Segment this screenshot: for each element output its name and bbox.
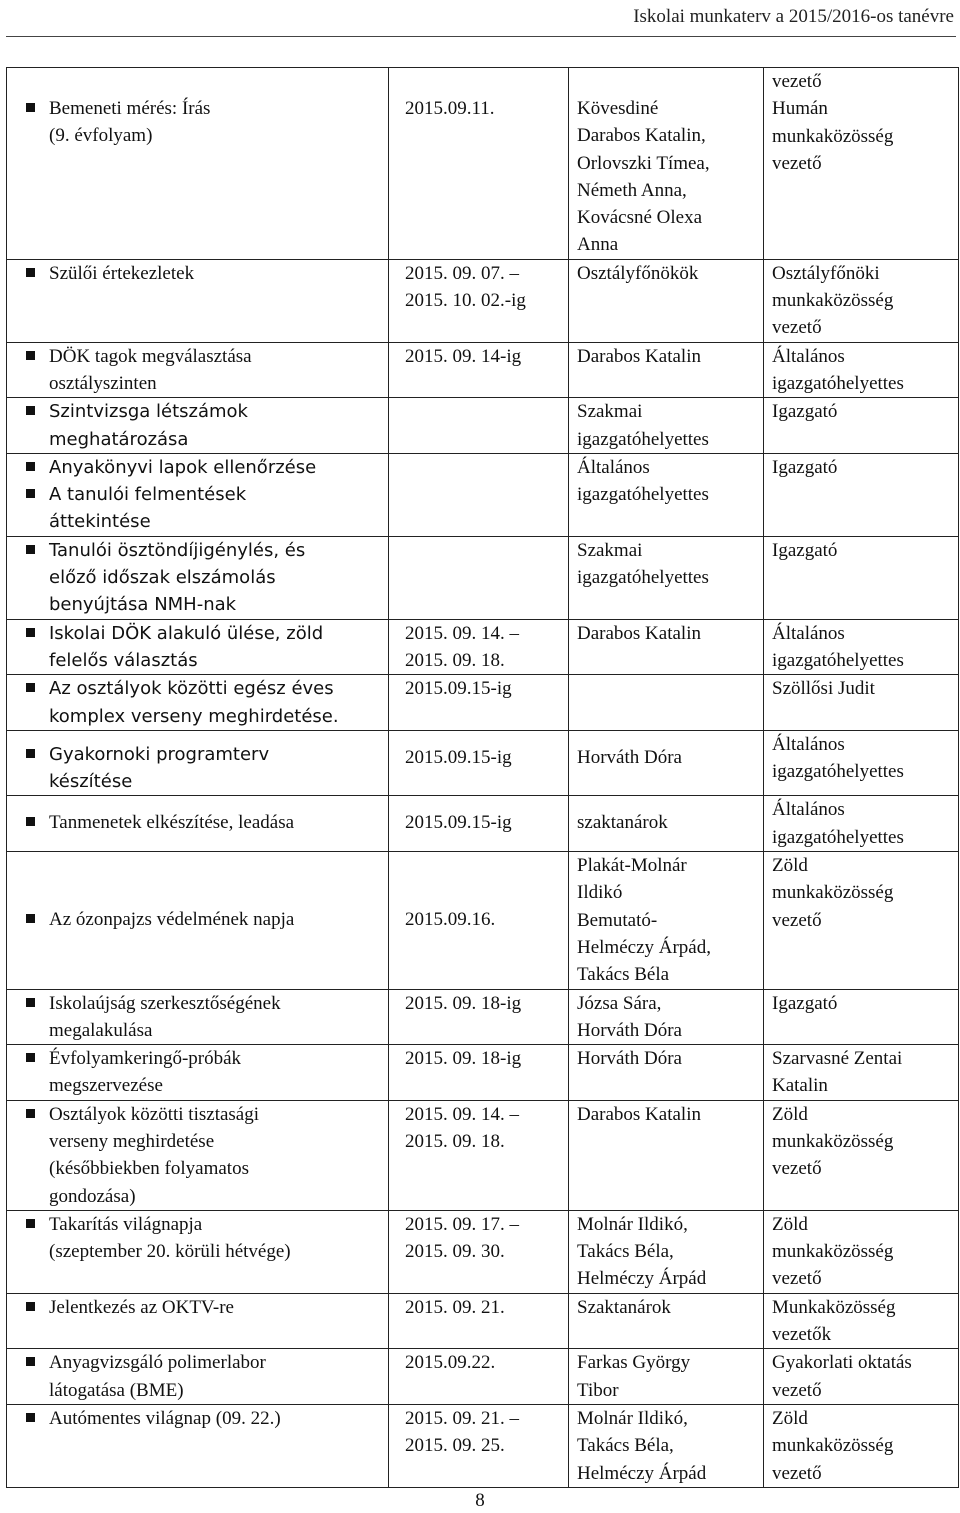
supervisor-cell-line: munkaközösség bbox=[772, 125, 894, 147]
activity-text: meghatározása bbox=[49, 428, 189, 450]
table-row bbox=[7, 1045, 959, 1101]
activity-line bbox=[13, 260, 382, 287]
table-row bbox=[7, 342, 959, 398]
responsible-person-cell-line: Horváth Dóra bbox=[577, 746, 682, 768]
table-row bbox=[7, 1404, 959, 1487]
supervisor-cell bbox=[764, 796, 959, 852]
activity-text: (szeptember 20. körüli hétvége) bbox=[49, 1241, 291, 1263]
table-row bbox=[7, 989, 959, 1045]
activity-line bbox=[13, 454, 382, 481]
responsible-person-cell-line: Osztályfőnökök bbox=[577, 262, 699, 284]
activity-text: Gyakornoki programterv bbox=[49, 743, 270, 765]
responsible-person-cell-line: Helméczy Árpád bbox=[577, 1268, 707, 1290]
activity-line bbox=[13, 1017, 382, 1044]
responsible-person-cell-line: igazgatóhelyettes bbox=[577, 567, 709, 589]
activity-cell bbox=[7, 1293, 389, 1349]
supervisor-cell-line: Általános bbox=[772, 345, 845, 367]
activity-text: Jelentkezés az OKTV-re bbox=[49, 1296, 234, 1318]
responsible-person-cell-line: Anna bbox=[577, 234, 619, 256]
date-cell bbox=[389, 453, 569, 536]
date-cell-line: 2015. 09. 17. – bbox=[405, 1213, 519, 1235]
supervisor-cell-line: munkaközösség bbox=[772, 1130, 894, 1152]
activity-line bbox=[13, 1101, 382, 1128]
responsible-person-cell bbox=[569, 536, 764, 619]
supervisor-cell-line: munkaközösség bbox=[772, 290, 894, 312]
activity-text: készítése bbox=[49, 771, 133, 793]
date-cell-line: 2015.09.11. bbox=[405, 98, 495, 119]
responsible-person-cell-line: Darabos Katalin bbox=[577, 345, 701, 367]
responsible-person-cell-line: Molnár Ildikó, bbox=[577, 1213, 688, 1235]
table-row bbox=[7, 730, 959, 796]
activity-cell bbox=[7, 259, 389, 342]
supervisor-cell-line: Katalin bbox=[772, 1075, 828, 1097]
date-cell bbox=[389, 259, 569, 342]
date-cell-line: 2015. 09. 18-ig bbox=[405, 1048, 522, 1070]
supervisor-cell bbox=[764, 989, 959, 1045]
activity-text: Iskolai DÖK alakuló ülése, zöld bbox=[49, 622, 324, 644]
supervisor-cell bbox=[764, 536, 959, 619]
activity-text: komplex verseny meghirdetése. bbox=[49, 705, 339, 727]
table-row bbox=[7, 398, 959, 454]
table-row bbox=[7, 796, 959, 852]
square-bullet-icon bbox=[26, 103, 35, 112]
table-row bbox=[7, 1293, 959, 1349]
supervisor-cell-line: Általános bbox=[772, 622, 845, 644]
responsible-person-cell-line: Takács Béla, bbox=[577, 1241, 674, 1263]
supervisor-cell bbox=[764, 1349, 959, 1405]
activity-text: Az osztályok közötti egész éves bbox=[49, 678, 334, 700]
square-bullet-icon bbox=[26, 749, 35, 758]
supervisor-cell-line: vezető bbox=[772, 71, 822, 92]
date-cell-line: 2015. 09. 14. – bbox=[405, 1103, 519, 1125]
supervisor-cell-line: Zöld bbox=[772, 1407, 808, 1429]
supervisor-cell-line: Igazgató bbox=[772, 992, 838, 1014]
activity-text: Autómentes világnap (09. 22.) bbox=[49, 1407, 281, 1429]
date-cell-line: 2015. 09. 30. bbox=[405, 1241, 505, 1263]
responsible-person-cell-line: Horváth Dóra bbox=[577, 1019, 682, 1041]
table-row bbox=[7, 619, 959, 675]
supervisor-cell bbox=[764, 259, 959, 342]
activity-text: megszervezése bbox=[49, 1075, 163, 1097]
activity-text: verseny meghirdetése bbox=[49, 1130, 215, 1152]
table-row bbox=[7, 1349, 959, 1405]
header-divider bbox=[6, 36, 956, 37]
supervisor-cell-line: Szöllősi Judit bbox=[772, 678, 875, 700]
activity-line bbox=[13, 1294, 382, 1321]
date-cell-line: 2015. 09. 25. bbox=[405, 1435, 505, 1457]
square-bullet-icon bbox=[26, 351, 35, 360]
date-cell bbox=[389, 619, 569, 675]
activity-line bbox=[13, 564, 382, 591]
table-row bbox=[7, 536, 959, 619]
date-cell bbox=[389, 1210, 569, 1293]
responsible-person-cell-line: Takács Béla bbox=[577, 964, 670, 986]
responsible-person-cell-line: Ildikó bbox=[577, 882, 623, 904]
activity-text: áttekintése bbox=[49, 511, 151, 533]
activity-cell bbox=[7, 1349, 389, 1405]
activity-line bbox=[13, 95, 382, 122]
responsible-person-cell bbox=[569, 1210, 764, 1293]
square-bullet-icon bbox=[26, 489, 35, 498]
activity-text: Takarítás világnapja bbox=[49, 1213, 203, 1235]
supervisor-cell-line: Igazgató bbox=[772, 456, 838, 478]
activity-line bbox=[13, 1045, 382, 1072]
responsible-person-cell-line: Darabos Katalin bbox=[577, 1103, 701, 1125]
square-bullet-icon bbox=[26, 628, 35, 637]
activity-text: Tanulói ösztöndíjigénylés, és bbox=[49, 539, 306, 561]
activity-line bbox=[13, 990, 382, 1017]
date-cell-line: 2015. 09. 18. bbox=[405, 1130, 505, 1152]
activity-text: (későbbiekben folyamatos bbox=[49, 1158, 249, 1180]
responsible-person-cell bbox=[569, 619, 764, 675]
activity-line bbox=[13, 1238, 382, 1265]
square-bullet-icon bbox=[26, 914, 35, 923]
responsible-person-cell-line: Németh Anna, bbox=[577, 179, 687, 201]
date-cell-line: 2015.09.15-ig bbox=[405, 812, 512, 834]
responsible-person-cell-line: szaktanárok bbox=[577, 812, 668, 834]
date-cell-line: 2015. 10. 02.-ig bbox=[405, 290, 526, 312]
responsible-person-cell-line: Józsa Sára, bbox=[577, 992, 662, 1014]
activity-line bbox=[13, 343, 382, 370]
date-cell bbox=[389, 342, 569, 398]
activity-cell bbox=[7, 1045, 389, 1101]
supervisor-cell bbox=[764, 398, 959, 454]
activity-text: előző időszak elszámolás bbox=[49, 567, 276, 589]
square-bullet-icon bbox=[26, 1413, 35, 1422]
responsible-person-cell bbox=[569, 796, 764, 852]
supervisor-cell-line: Osztályfőnöki bbox=[772, 262, 880, 284]
activity-cell bbox=[7, 730, 389, 796]
supervisor-cell-line: munkaközösség bbox=[772, 1435, 894, 1457]
table-row bbox=[7, 1210, 959, 1293]
supervisor-cell bbox=[764, 342, 959, 398]
responsible-person-cell-line: igazgatóhelyettes bbox=[577, 428, 709, 450]
date-cell-line: 2015. 09. 21. – bbox=[405, 1407, 519, 1429]
responsible-person-cell bbox=[569, 342, 764, 398]
activity-line bbox=[13, 741, 382, 768]
date-cell bbox=[389, 1349, 569, 1405]
square-bullet-icon bbox=[26, 1357, 35, 1366]
responsible-person-cell-line: Helméczy Árpád bbox=[577, 1462, 707, 1484]
activity-cell bbox=[7, 852, 389, 989]
supervisor-cell-line: igazgatóhelyettes bbox=[772, 761, 904, 783]
activity-line bbox=[13, 370, 382, 397]
activity-cell bbox=[7, 68, 389, 260]
activity-cell bbox=[7, 453, 389, 536]
supervisor-cell bbox=[764, 675, 959, 731]
responsible-person-cell bbox=[569, 675, 764, 731]
date-cell-line: 2015.09.22. bbox=[405, 1352, 496, 1374]
activity-line bbox=[13, 675, 382, 702]
activity-cell bbox=[7, 675, 389, 731]
table-row bbox=[7, 453, 959, 536]
date-cell-line: 2015. 09. 14. – bbox=[405, 622, 519, 644]
responsible-person-cell bbox=[569, 1404, 764, 1487]
activity-line bbox=[13, 906, 382, 933]
supervisor-cell bbox=[764, 619, 959, 675]
square-bullet-icon bbox=[26, 1109, 35, 1118]
supervisor-cell bbox=[764, 1293, 959, 1349]
square-bullet-icon bbox=[26, 998, 35, 1007]
supervisor-cell-line: vezető bbox=[772, 1158, 822, 1180]
date-cell bbox=[389, 1045, 569, 1101]
activity-line bbox=[13, 122, 382, 149]
responsible-person-cell bbox=[569, 1293, 764, 1349]
supervisor-cell-line: Igazgató bbox=[772, 401, 838, 423]
date-cell-line: 2015. 09. 14-ig bbox=[405, 345, 522, 367]
responsible-person-cell bbox=[569, 259, 764, 342]
activity-cell bbox=[7, 1404, 389, 1487]
activity-text: felelős választás bbox=[49, 649, 198, 671]
activity-text: DÖK tagok megválasztása bbox=[49, 345, 252, 367]
square-bullet-icon bbox=[26, 1219, 35, 1228]
activity-line bbox=[13, 1155, 382, 1182]
responsible-person-cell-line: Horváth Dóra bbox=[577, 1048, 682, 1070]
activity-line bbox=[13, 1072, 382, 1099]
square-bullet-icon bbox=[26, 1053, 35, 1062]
activity-line bbox=[13, 1349, 382, 1376]
responsible-person-cell-line: Helméczy Árpád, bbox=[577, 936, 711, 958]
date-cell bbox=[389, 852, 569, 989]
activity-text: osztályszinten bbox=[49, 372, 157, 394]
activity-text: (9. évfolyam) bbox=[49, 125, 153, 147]
table-row bbox=[7, 675, 959, 731]
page-number: 8 bbox=[475, 1490, 485, 1511]
activity-text: Évfolyamkeringő-próbák bbox=[49, 1048, 242, 1070]
activity-line bbox=[13, 1183, 382, 1210]
activity-line bbox=[13, 1377, 382, 1404]
supervisor-cell bbox=[764, 852, 959, 989]
activity-line bbox=[13, 398, 382, 425]
responsible-person-cell-line: Darabos Katalin, bbox=[577, 125, 706, 147]
activity-text: Anyakönyvi lapok ellenőrzése bbox=[49, 456, 317, 478]
activity-line bbox=[13, 1405, 382, 1432]
supervisor-cell bbox=[764, 1210, 959, 1293]
date-cell-line: 2015. 09. 18-ig bbox=[405, 992, 522, 1014]
table-row bbox=[7, 852, 959, 989]
activity-line bbox=[13, 426, 382, 453]
responsible-person-cell-line: Darabos Katalin bbox=[577, 622, 701, 644]
activity-cell bbox=[7, 989, 389, 1045]
supervisor-cell-line: vezetők bbox=[772, 1324, 832, 1346]
activity-text: gondozása) bbox=[49, 1185, 136, 1207]
supervisor-cell-line: Humán bbox=[772, 98, 828, 120]
activity-cell bbox=[7, 1210, 389, 1293]
activity-line bbox=[13, 1211, 382, 1238]
supervisor-cell bbox=[764, 453, 959, 536]
activity-line bbox=[13, 1128, 382, 1155]
supervisor-cell-line: igazgatóhelyettes bbox=[772, 372, 904, 394]
activity-text: Osztályok közötti tisztasági bbox=[49, 1103, 260, 1125]
responsible-person-cell-line: Kövesdiné bbox=[577, 98, 659, 119]
responsible-person-cell bbox=[569, 730, 764, 796]
activity-text: Tanmenetek elkészítése, leadása bbox=[49, 812, 295, 834]
supervisor-cell-line: Zöld bbox=[772, 855, 808, 877]
activity-text: A tanulói felmentések bbox=[49, 484, 247, 506]
activity-line bbox=[13, 591, 382, 618]
responsible-person-cell bbox=[569, 1349, 764, 1405]
activity-line bbox=[13, 647, 382, 674]
activity-cell bbox=[7, 619, 389, 675]
supervisor-cell-line: Munkaközösség bbox=[772, 1296, 896, 1318]
responsible-person-cell-line: Farkas György bbox=[577, 1352, 691, 1374]
responsible-person-cell-line: Kovácsné Olexa bbox=[577, 207, 703, 229]
date-cell-line: 2015. 09. 07. – bbox=[405, 262, 519, 284]
responsible-person-cell-line: Bemutató- bbox=[577, 909, 658, 931]
activity-text: látogatása (BME) bbox=[49, 1379, 184, 1401]
activity-line bbox=[13, 768, 382, 795]
responsible-person-cell bbox=[569, 398, 764, 454]
supervisor-cell-line: igazgatóhelyettes bbox=[772, 826, 904, 848]
page-header-title: Iskolai munkaterv a 2015/2016-os tanévre bbox=[633, 6, 954, 27]
date-cell bbox=[389, 796, 569, 852]
supervisor-cell bbox=[764, 1100, 959, 1210]
responsible-person-cell-line: Takács Béla, bbox=[577, 1435, 674, 1457]
date-cell bbox=[389, 989, 569, 1045]
supervisor-cell-line: vezető bbox=[772, 317, 822, 339]
activity-cell bbox=[7, 536, 389, 619]
date-cell-line: 2015.09.16. bbox=[405, 909, 496, 931]
square-bullet-icon bbox=[26, 462, 35, 471]
activity-cell bbox=[7, 796, 389, 852]
work-plan-table bbox=[6, 67, 959, 1488]
supervisor-cell-line: munkaközösség bbox=[772, 882, 894, 904]
date-cell bbox=[389, 675, 569, 731]
date-cell bbox=[389, 730, 569, 796]
responsible-person-cell-line: Szakmai bbox=[577, 401, 643, 423]
responsible-person-cell-line: igazgatóhelyettes bbox=[577, 484, 709, 506]
date-cell bbox=[389, 1404, 569, 1487]
responsible-person-cell bbox=[569, 453, 764, 536]
supervisor-cell-line: Zöld bbox=[772, 1103, 808, 1125]
square-bullet-icon bbox=[26, 268, 35, 277]
supervisor-cell bbox=[764, 1404, 959, 1487]
date-cell bbox=[389, 1100, 569, 1210]
activity-text: benyújtása NMH-nak bbox=[49, 594, 237, 616]
activity-line bbox=[13, 508, 382, 535]
responsible-person-cell-line: Molnár Ildikó, bbox=[577, 1407, 688, 1429]
supervisor-cell-line: vezető bbox=[772, 1379, 822, 1401]
activity-text: megalakulása bbox=[49, 1019, 153, 1041]
supervisor-cell-line: igazgatóhelyettes bbox=[772, 649, 904, 671]
table-row bbox=[7, 68, 959, 260]
square-bullet-icon bbox=[26, 1302, 35, 1311]
responsible-person-cell-line: Szaktanárok bbox=[577, 1296, 671, 1318]
activity-cell bbox=[7, 398, 389, 454]
activity-line bbox=[13, 703, 382, 730]
supervisor-cell-line: vezető bbox=[772, 1462, 822, 1484]
date-cell bbox=[389, 536, 569, 619]
responsible-person-cell bbox=[569, 852, 764, 989]
responsible-person-cell-line: Orlovszki Tímea, bbox=[577, 152, 710, 174]
responsible-person-cell-line: Általános bbox=[577, 456, 650, 478]
activity-line bbox=[13, 481, 382, 508]
table-row bbox=[7, 259, 959, 342]
date-cell-line: 2015.09.15-ig bbox=[405, 678, 512, 700]
supervisor-cell bbox=[764, 68, 959, 260]
responsible-person-cell bbox=[569, 989, 764, 1045]
table-row bbox=[7, 1100, 959, 1210]
activity-line bbox=[13, 620, 382, 647]
date-cell-line: 2015.09.15-ig bbox=[405, 746, 512, 768]
date-cell bbox=[389, 398, 569, 454]
supervisor-cell-line: Általános bbox=[772, 799, 845, 821]
square-bullet-icon bbox=[26, 683, 35, 692]
square-bullet-icon bbox=[26, 545, 35, 554]
activity-line bbox=[13, 537, 382, 564]
responsible-person-cell bbox=[569, 1045, 764, 1101]
date-cell-line: 2015. 09. 18. bbox=[405, 649, 505, 671]
square-bullet-icon bbox=[26, 406, 35, 415]
square-bullet-icon bbox=[26, 817, 35, 826]
supervisor-cell-line: Szarvasné Zentai bbox=[772, 1048, 903, 1070]
supervisor-cell-line: vezető bbox=[772, 1268, 822, 1290]
responsible-person-cell bbox=[569, 1100, 764, 1210]
supervisor-cell-line: vezető bbox=[772, 152, 822, 174]
date-cell bbox=[389, 68, 569, 260]
activity-text: Iskolaújság szerkesztőségének bbox=[49, 992, 281, 1014]
supervisor-cell-line: Gyakorlati oktatás bbox=[772, 1352, 912, 1374]
activity-cell bbox=[7, 342, 389, 398]
supervisor-cell-line: vezető bbox=[772, 909, 822, 931]
supervisor-cell bbox=[764, 730, 959, 796]
activity-text: Szülői értekezletek bbox=[49, 262, 195, 284]
responsible-person-cell bbox=[569, 68, 764, 260]
supervisor-cell-line: Általános bbox=[772, 733, 845, 755]
activity-cell bbox=[7, 1100, 389, 1210]
activity-text: Bemeneti mérés: Írás bbox=[49, 98, 211, 119]
activity-text: Az ózonpajzs védelmének napja bbox=[49, 909, 295, 931]
date-cell bbox=[389, 1293, 569, 1349]
date-cell-line: 2015. 09. 21. bbox=[405, 1296, 505, 1318]
activity-line bbox=[13, 809, 382, 836]
supervisor-cell-line: Igazgató bbox=[772, 539, 838, 561]
supervisor-cell bbox=[764, 1045, 959, 1101]
responsible-person-cell-line: Tibor bbox=[577, 1379, 619, 1401]
activity-text: Anyagvizsgáló polimerlabor bbox=[49, 1352, 266, 1374]
activity-text: Szintvizsga létszámok bbox=[49, 401, 248, 423]
supervisor-cell-line: munkaközösség bbox=[772, 1241, 894, 1263]
supervisor-cell-line: Zöld bbox=[772, 1213, 808, 1235]
responsible-person-cell-line: Szakmai bbox=[577, 539, 643, 561]
responsible-person-cell-line: Plakát-Molnár bbox=[577, 855, 687, 877]
